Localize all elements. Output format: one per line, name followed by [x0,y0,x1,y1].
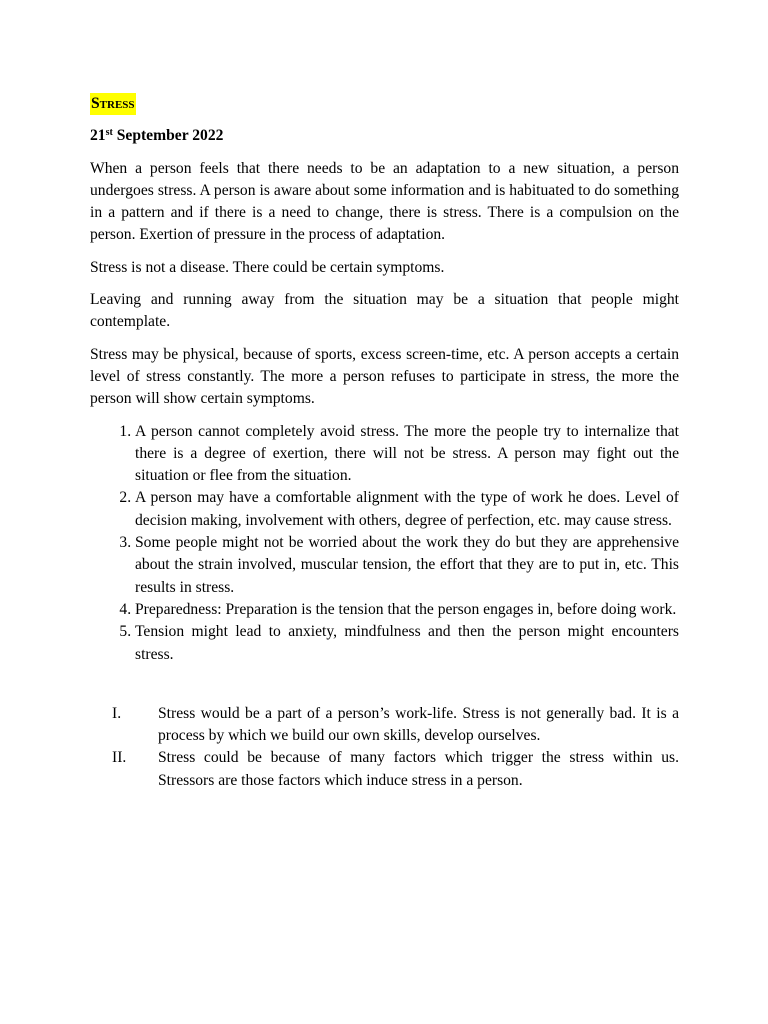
roman-list [90,703,679,792]
roman-marker: I. [112,704,122,722]
roman-marker: II. [112,749,127,767]
list-item: 3. Some people might not be worried about the work they do but they are apprehensive about the strain involved, muscular tension, the effort that they are to put in, etc. This results in stress. [135,532,679,599]
roman-item-text: Stress would be a part of a person’s work-life. Stress is not generally bad. It is a process by which we build our own skills, develop ourselves. [158,704,679,745]
date-day: 21 [90,127,106,145]
paragraph: When a person feels that there needs to be an adaptation to a new situation, a person undergoes stress. A person is aware about some information and is habituated to do something in a pattern and if there is a need to change, there is stress. There is a compulsion on the person. Exertion of pressure in the process of adaptation. [90,159,679,244]
roman-list-item [90,703,679,748]
paragraph: Leaving and running away from the situation may be a situation that people might contemplate. [90,291,679,331]
date-rest: September 2022 [112,127,224,145]
list-item: 1. A person cannot completely avoid stress. The more the people try to internalize that there is a degree of exertion, there will not be stress. A person may fight out the situation or flee from the situation. [135,421,679,488]
roman-list-item [90,747,679,792]
list-item: 2. A person may have a comfortable alignment with the type of work he does. Level of decision making, involvement with others, degree of perfection, etc. may cause stress. [135,487,679,532]
date-suffix: st [105,127,113,139]
list-item: 5. Tension might lead to anxiety, mindfulness and then the person might encounters stress. [135,621,679,666]
paragraph: Stress is not a disease. There could be certain symptoms. [90,258,445,276]
roman-item-text: Stress could be because of many factors which trigger the stress within us. Stressors are those factors which induce stress in a person. [158,749,679,789]
numbered-list [90,421,679,666]
list-item: 4. Preparedness: Preparation is the tension that the person engages in, before doing work. [135,599,679,621]
paragraph: Stress may be physical, because of sports, excess screen-time, etc. A person accepts a certain level of stress constantly. The more a person refuses to participate in stress, the more the person will show certain symptoms. [90,345,679,408]
document-date [90,125,679,147]
document-title: Stress [90,93,136,115]
